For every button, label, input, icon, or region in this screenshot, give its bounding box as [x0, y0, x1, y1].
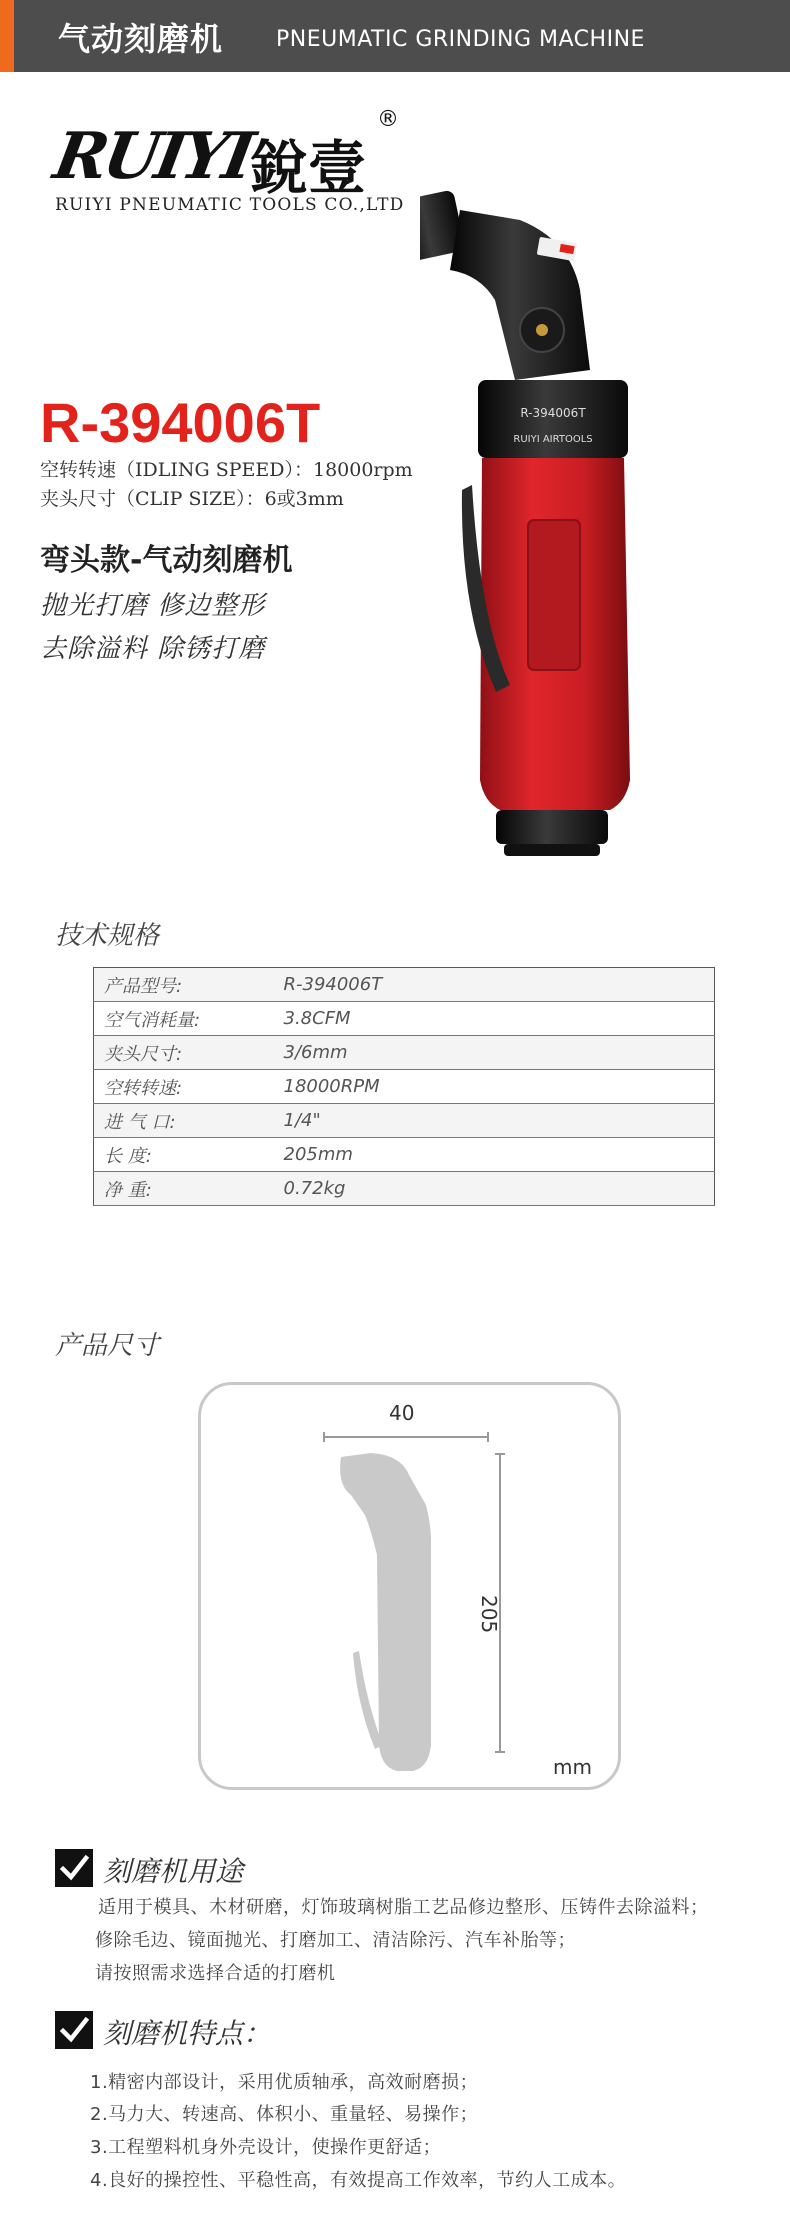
use-line-2: 修除毛边、镜面抛光、打磨加工、清洁除污、汽车补胎等； [95, 1930, 576, 1951]
spec-key: 进 气 口: [94, 1104, 284, 1138]
size-section-title: 产品尺寸 [55, 1331, 160, 1361]
table-row [94, 1002, 715, 1036]
brand-logo [48, 107, 405, 225]
width-dimension-line [323, 1436, 489, 1438]
tool-silhouette [331, 1445, 471, 1775]
spec-value: 18000RPM [284, 1070, 715, 1104]
tool-grip-window [528, 520, 580, 670]
spec-value: R-394006T [284, 968, 715, 1002]
feature-section-title: 刻磨机特点： [103, 2017, 272, 2050]
tool-air-inlet [504, 844, 600, 856]
checkmark-icon [55, 2011, 93, 2049]
use-line-1: 适用于模具、木材研磨，灯饰玻璃树脂工艺品修边整形、压铸件去除溢料； [98, 1897, 709, 1918]
spec-section-title: 技术规格 [55, 921, 160, 951]
clip-size-spec: 夹头尺寸（CLIP SIZE）：6或3mm [40, 488, 344, 510]
spec-value: 3/6mm [284, 1036, 715, 1070]
spec-key: 空气消耗量: [94, 1002, 284, 1036]
tool-label-model: R-394006T [520, 406, 586, 420]
table-row [94, 1036, 715, 1070]
feature-item-2: 2.马力大、转速高、体积小、重量轻、易操作； [90, 2104, 479, 2125]
company-name: RUIYI PNEUMATIC TOOLS CO.,LTD [55, 195, 405, 215]
feature-item-1: 1.精密内部设计，采用优质轴承，高效耐磨损； [90, 2072, 479, 2093]
width-dimension-label: 40 [389, 1401, 415, 1425]
tool-label-brand: RUIYI AIRTOOLS [513, 434, 593, 445]
length-dimension-label: 205 [477, 1595, 501, 1634]
tool-bottom-cap [496, 810, 608, 844]
spec-value: 205mm [284, 1138, 715, 1172]
feature-item-4: 4.良好的操控性、平稳性高，有效提高工作效率，节约人工成本。 [90, 2170, 627, 2191]
checkmark-icon [55, 1849, 93, 1887]
header-title-en: PNEUMATIC GRINDING MACHINE [276, 27, 645, 52]
table-row [94, 968, 715, 1002]
feature-line-2: 去除溢料 除锈打磨 [40, 634, 266, 664]
spec-key: 长 度: [94, 1138, 284, 1172]
dimension-unit: mm [553, 1755, 592, 1779]
spec-key: 净 重: [94, 1172, 284, 1206]
header-bar [0, 0, 790, 72]
spec-value: 1/4" [284, 1104, 715, 1138]
product-image [420, 180, 740, 860]
registered-mark: ® [377, 107, 399, 132]
table-row [94, 1104, 715, 1138]
use-line-3: 请按照需求选择合适的打磨机 [95, 1963, 336, 1984]
spec-table [93, 967, 715, 1206]
header-accent [0, 0, 14, 72]
spec-value: 3.8CFM [284, 1002, 715, 1036]
idle-speed-spec: 空转转速（IDLING SPEED）：18000rpm [40, 459, 413, 481]
spec-value: 0.72kg [284, 1172, 715, 1206]
table-row [94, 1070, 715, 1104]
dimension-diagram [198, 1382, 621, 1790]
table-row [94, 1138, 715, 1172]
header-title-cn: 气动刻磨机 [58, 20, 224, 58]
model-number: R-394006T [40, 391, 321, 454]
logo-name-cn: 銳壹 [250, 134, 367, 202]
spec-key: 产品型号: [94, 968, 284, 1002]
use-section-title: 刻磨机用途 [103, 1855, 244, 1888]
feature-line-1: 抛光打磨 修边整形 [40, 591, 266, 621]
logo-mark: RUIYI [48, 119, 257, 194]
product-headline: 弯头款-气动刻磨机 [40, 543, 293, 578]
tool-head [420, 189, 590, 380]
table-row [94, 1172, 715, 1206]
spec-key: 夹头尺寸: [94, 1036, 284, 1070]
feature-item-3: 3.工程塑料机身外壳设计，使操作更舒适； [90, 2137, 442, 2158]
spec-key: 空转转速: [94, 1070, 284, 1104]
